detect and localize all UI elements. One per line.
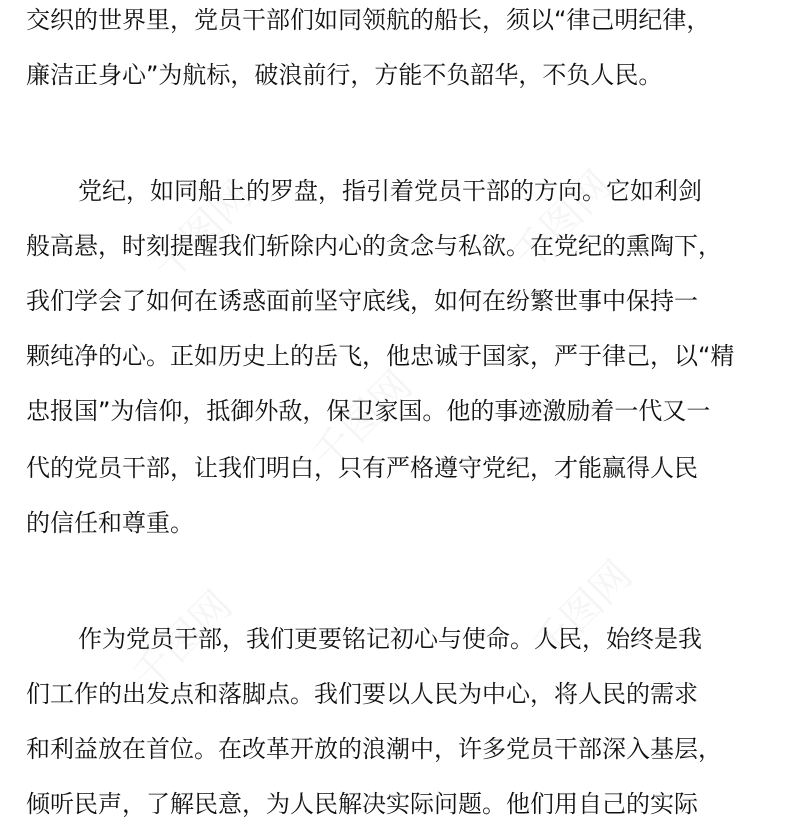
paragraph-line: 我们学会了如何在诱惑面前坚守底线，如何在纷繁世事中保持一 [26, 287, 698, 315]
paragraph-line: 交织的世界里，党员干部们如同领航的船长，须以“律己明纪律， [26, 6, 711, 34]
paragraph-line: 党纪，如同船上的罗盘，指引着党员干部的方向。它如利剑 [78, 177, 702, 205]
watermark: 千图网 [303, 362, 422, 480]
watermark: 千图网 [123, 582, 242, 700]
paragraph-line: 们工作的出发点和落脚点。我们要以人民为中心，将人民的需求 [26, 680, 698, 708]
watermark: 千图网 [503, 162, 622, 280]
paragraph-line: 忠报国”为信仰，抵御外敌，保卫家国。他的事迹激励着一代又一 [26, 397, 711, 425]
watermark: 千图网 [523, 552, 642, 670]
paragraph-line: 作为党员干部，我们更要铭记初心与使命。人民，始终是我 [78, 625, 702, 653]
paragraph-line: 廉洁正身心”为航标，破浪前行，方能不负韶华，不负人民。 [26, 61, 663, 89]
paragraph-line: 倾听民声，了解民意，为人民解决实际问题。他们用自己的实际 [26, 790, 698, 818]
paragraph-line: 颗纯净的心。正如历史上的岳飞，他忠诚于国家，严于律己，以“精 [26, 342, 735, 370]
paragraph-line: 代的党员干部，让我们明白，只有严格遵守党纪，才能赢得人民 [26, 454, 698, 482]
watermark: 千图网 [143, 172, 262, 290]
paragraph-line: 般高悬，时刻提醒我们斩除内心的贪念与私欲。在党纪的熏陶下， [26, 232, 722, 260]
paragraph-line: 的信任和尊重。 [26, 509, 194, 537]
paragraph-line: 和利益放在首位。在改革开放的浪潮中，许多党员干部深入基层， [26, 735, 722, 763]
